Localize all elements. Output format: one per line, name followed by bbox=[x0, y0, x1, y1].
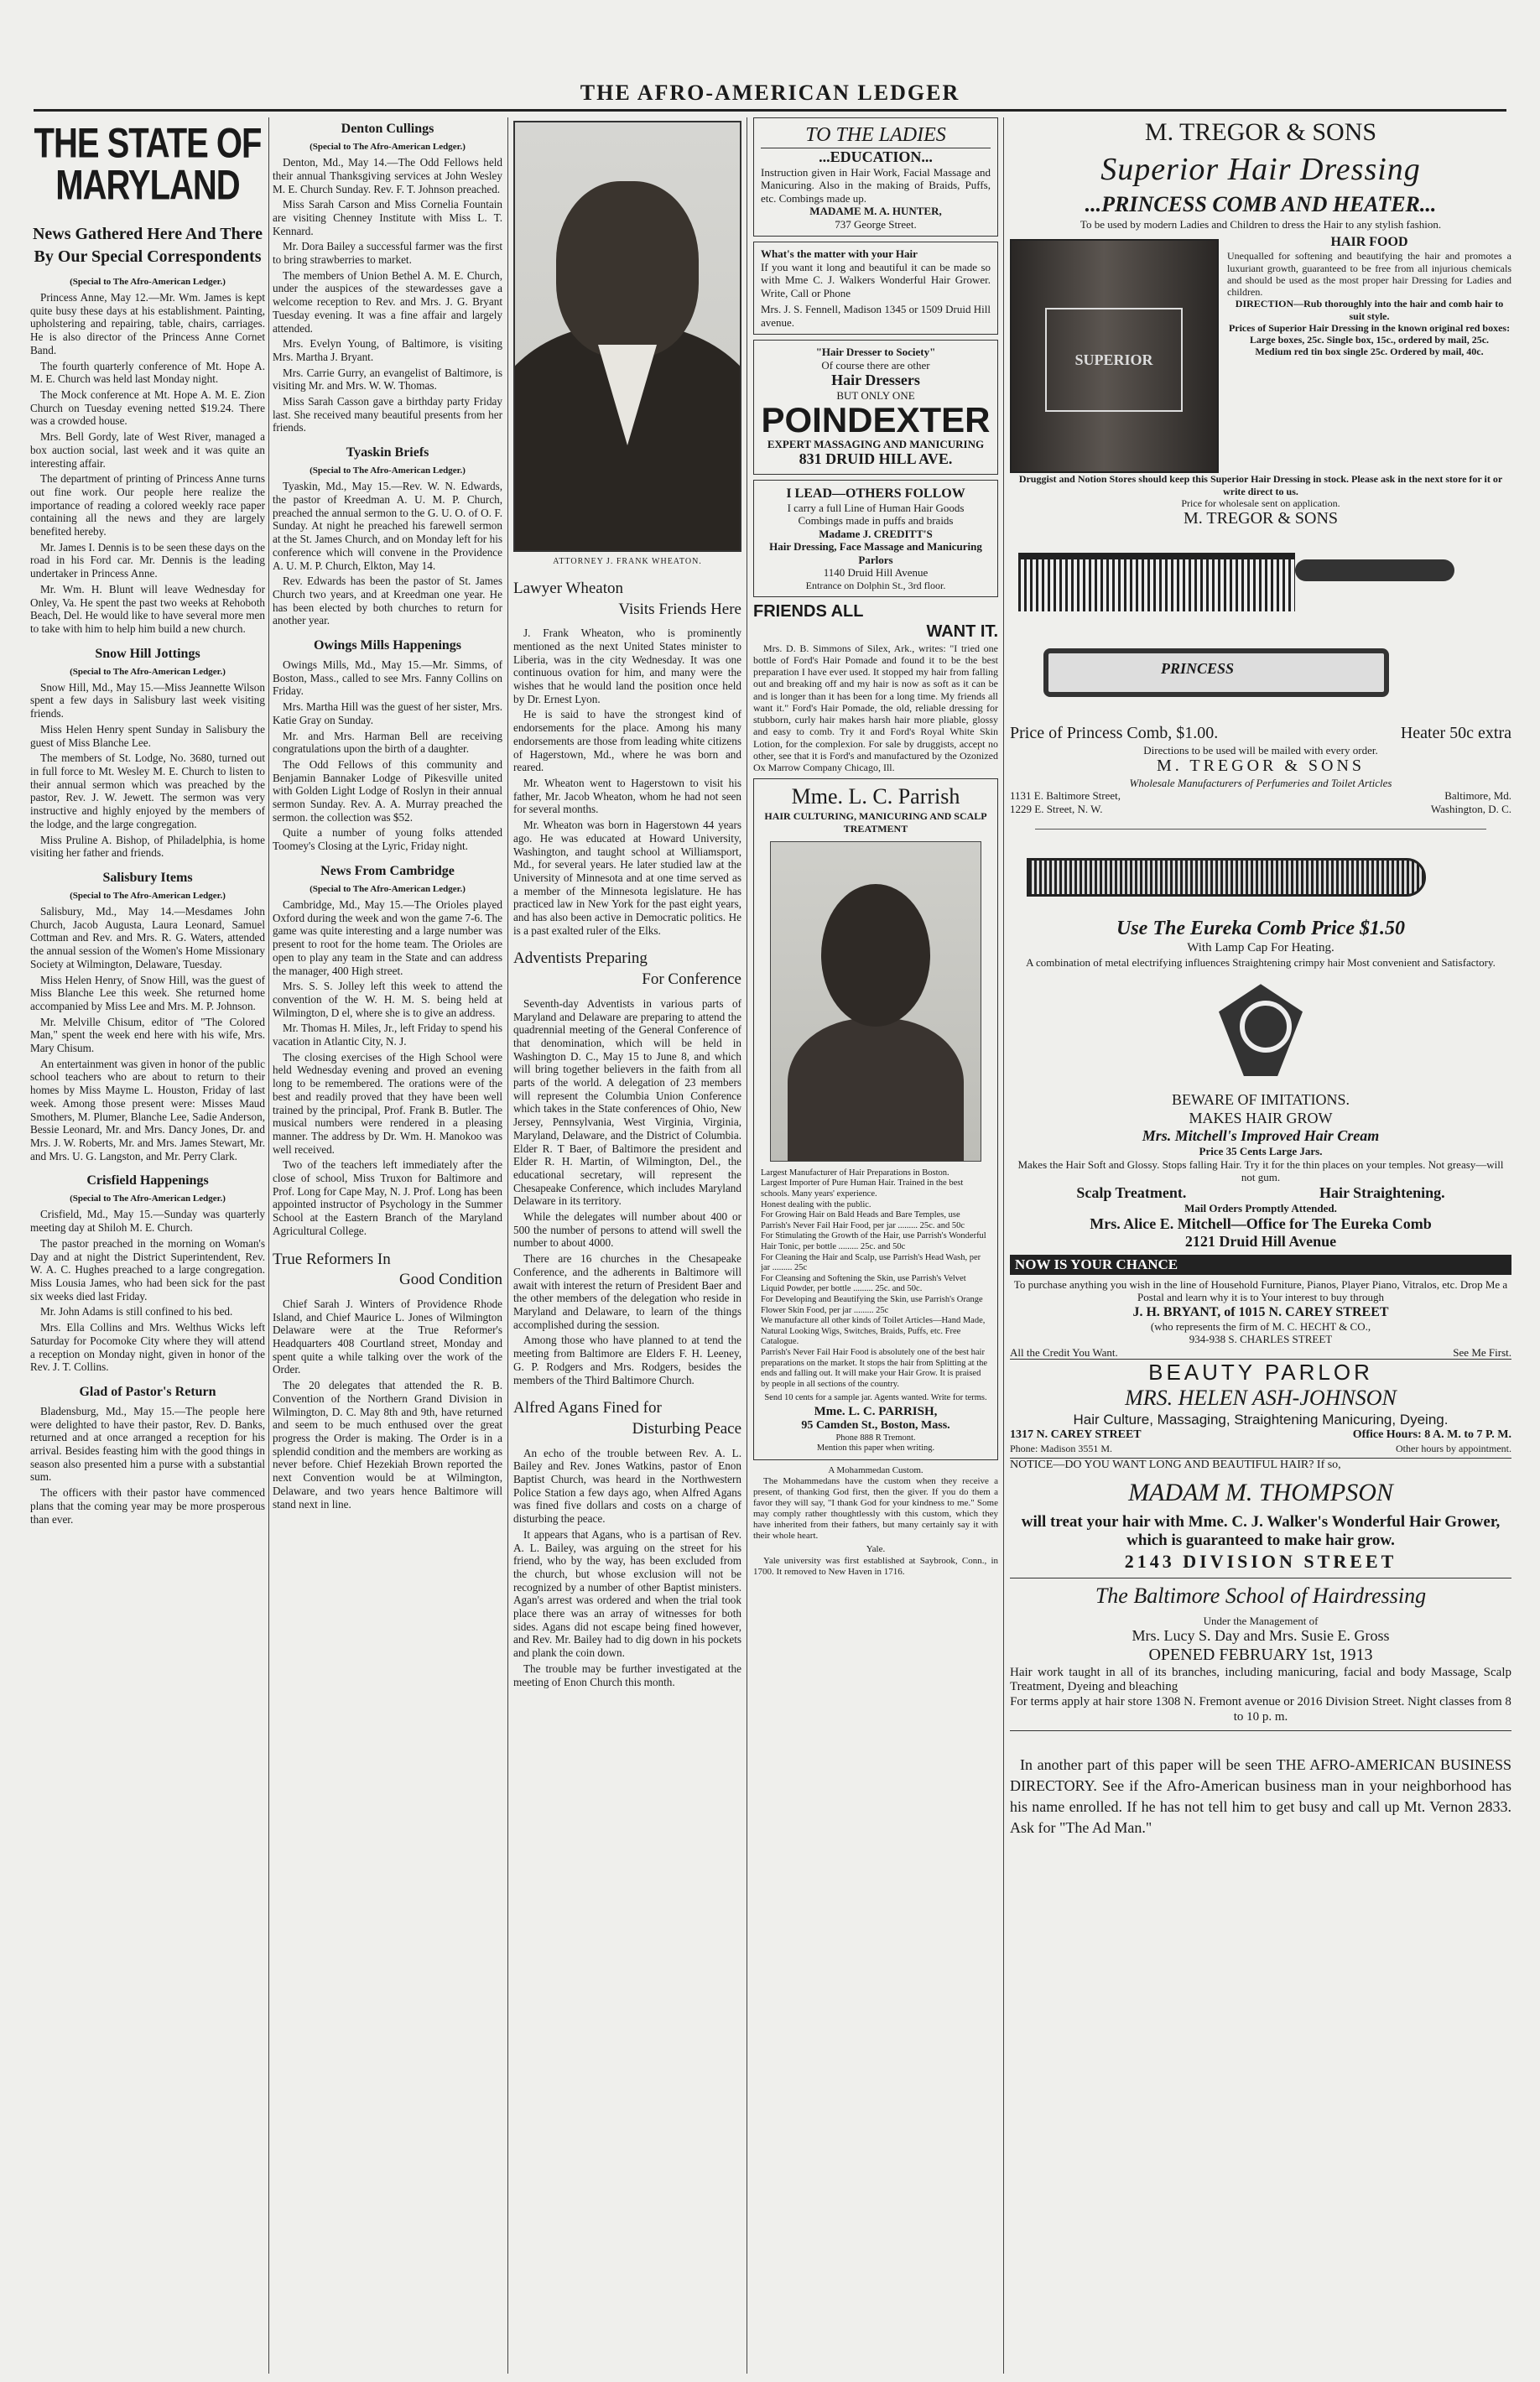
article-paragraph: Mrs. Ella Collins and Mrs. Welthus Wicks left Saturday for Pocomoke City where they will attend a reception on Monday night, given in honor of the Rev. J. T. Collins. bbox=[30, 1321, 265, 1374]
article-paragraph: Mr. Melville Chisum, editor of "The Colored Man," spent the week end here with his wife, Mrs. Mary Chisum. bbox=[30, 1015, 265, 1055]
ad-text: Druggist and Notion Stores should keep this Superior Hair Dressing in stock. Please ask in the next store for it or write direct to us. bbox=[1018, 473, 1503, 497]
article-paragraph: Miss Helen Henry, of Snow Hill, was the guest of Miss Blanche Lee this week. She returned home accompanied by Miss Lee and Mrs. M. P. Johnson. bbox=[30, 973, 265, 1012]
article-paragraph: Mrs. S. S. Jolley left this week to attend the convention of the W. H. M. S. being held at Wilmington, D el, where she is to give an address. bbox=[273, 980, 502, 1019]
ad-text: For terms apply at hair store 1308 N. Fremont avenue or 2016 Division Street. Night classes from 8 to 10 p. m. bbox=[1010, 1695, 1511, 1724]
ad-text: Unequalled for softening and beautifying the hair and promotes a luxuriant growth, guaranteed to be free from all injurious chemicals and should be used as the most proper hair Dressing for Ladies and children. bbox=[1227, 250, 1511, 299]
ad-text: Instruction given in Hair Work, Facial Massage and Manicuring. Also in the making of Braids, Puffs, etc. Combings made up. bbox=[761, 165, 991, 205]
ad-text: "Hair Dresser to Society" bbox=[815, 346, 936, 359]
article-paragraph: Mr. John Adams is still confined to his bed. bbox=[40, 1305, 233, 1318]
ad-text: 934-938 S. CHARLES STREET bbox=[1189, 1333, 1333, 1346]
ad-title: I LEAD—OTHERS FOLLOW bbox=[786, 486, 965, 501]
article-paragraph: Chief Sarah J. Winters of Providence Rhode Island, and Chief Maurice L. Jones of Wilmington Delaware were at the True Reformer's Headquarters 408 Courtland street, Monday and spent quite a while talking over the work of the Order. bbox=[273, 1297, 502, 1376]
heater-label: PRINCESS bbox=[1161, 659, 1235, 677]
ad-text: Price 35 Cents Large Jars. bbox=[1199, 1145, 1323, 1158]
ad-text: For Developing and Beautifying the Skin, use Parrish's Orange Flower Skin Food, per jar ......... 25c bbox=[761, 1295, 983, 1315]
ad-subtitle: ...PRINCESS COMB AND HEATER... bbox=[1085, 191, 1437, 216]
article-paragraph: Cambridge, Md., May 15.—The Orioles played Oxford during the week and won the game 7-6. The game was quite interesting and a large number was present to root for the home team. The Orioles are open to play any team in the State and can address the manager, 400 High street. bbox=[273, 898, 502, 977]
ad-subtitle: HAIR CULTURING, MANICURING AND SCALP TREATMENT bbox=[764, 810, 987, 835]
article-paragraph: Mr. Thomas H. Miles, Jr., left Friday to spend his vacation in Atlantic City, N. J. bbox=[273, 1022, 502, 1048]
ad-text: See Me First. bbox=[1453, 1345, 1511, 1359]
ad-text: 2121 Druid Hill Avenue bbox=[1184, 1233, 1337, 1251]
masthead: THE AFRO-AMERICAN LEDGER bbox=[34, 81, 1506, 112]
article-paragraph: An entertainment was given in honor of the public school teachers who are about to return to their homes by Miss Mayme L. Houston, Friday of last week. Among those present were: Misses Maud Smothers, M. Plumer, Blanche Lee, Sadie Anderson, Bessie Leonard, Mr. and Mrs. Dancy Jones, Dr. and Mrs. J. W. Roberts, Mr. and Mrs. James Stewart, Mr. and Mrs. U. G. Langston, and Mr. Perry Clark. bbox=[30, 1057, 265, 1162]
ad-text: Hair Dressers bbox=[831, 372, 920, 389]
article-paragraph: Rev. Edwards has been the pastor of St. James Church two years, and at Kreedman one year. He has been elected by both churches to return for another year. bbox=[273, 575, 502, 627]
ad-text: Mention this paper when writing. bbox=[816, 1443, 935, 1454]
article-paragraph: The officers with their pastor have commenced plans that the coming year may be more prosperous than ever. bbox=[30, 1486, 265, 1526]
article-headline bbox=[513, 1398, 741, 1439]
photo-caption: ATTORNEY J. FRANK WHEATON. bbox=[553, 557, 702, 566]
ad-text: Price for wholesale sent on application. bbox=[1181, 497, 1340, 509]
ad-title: TO THE LADIES bbox=[761, 123, 991, 148]
portrait-photo bbox=[513, 121, 741, 552]
byline: (Special to The Afro-American Ledger.) bbox=[70, 277, 226, 287]
ad-text: If you want it long and beautiful it can be made so with Mme C. J. Walkers Wonderful Hair Grower. Write, Call or Phone bbox=[761, 260, 991, 299]
ad-text: A combination of metal electrifying influences Straightening crimpy hair Most convenient and Satisfactory. bbox=[1026, 955, 1496, 969]
column-4-ads bbox=[753, 117, 998, 2374]
article-paragraph: The trouble may be further investigated at the meeting of Enon Church this month. bbox=[513, 1662, 741, 1688]
ad-text: 1140 Druid Hill Avenue bbox=[823, 566, 929, 580]
article-paragraph: Salisbury, Md., May 14.—Mesdames John Church, Jacob Augusta, Laura Leonard, Samuel Cottman and Rev. and Mrs. R. G. Waters, attended the annual session of the Women's Home Missionary Society at Wilmington, Delaware, Tuesday. bbox=[30, 905, 265, 970]
ad-text: 2143 DIVISION STREET bbox=[1124, 1550, 1397, 1572]
filler-paragraph: Yale university was first established at Saybrook, Conn., in 1700. It removed to New Haven in 1716. bbox=[753, 1555, 998, 1577]
ad-text: Mrs. D. B. Simmons of Silex, Ark., writes: "I tried one bottle of Ford's Hair Pomade and found it to be the best preparation I have ever used. It stopped my hair from falling out and breaking off and my hair is now as soft as it can be and is longer than it has been for a long time. My friends all want it." Ford's Hair Pomade, the old, reliable dressing for stubborn, curly hair makes harsh hair more pliable, glossy and easy to comb. Try it and Ford's Royal White Skin Lotion, for the complexion. For sale by druggists, accept no other, see that it is Ford's and manufactured by the Ozonized Ox Marrow Company Chicago, Ill. bbox=[753, 642, 998, 774]
ad-text: Hair Straightening. bbox=[1319, 1183, 1445, 1201]
article-paragraph: Princess Anne, May 12.—Mr. Wm. James is kept quite busy these days at his establishment. Painting, upholstering and repairing, table, chairs, carriages. He is also director of the Princess Anne Cornet Band. bbox=[30, 291, 265, 356]
ad-eureka bbox=[1010, 843, 1511, 1251]
article-headline: Salisbury Items bbox=[102, 870, 193, 885]
ad-creditt bbox=[753, 480, 998, 597]
ad-text: Of course there are other bbox=[821, 358, 930, 372]
article-paragraph: The 20 delegates that attended the R. B. Convention of the Northern Grand Division in Wilmington, D. C. May 8th and 9th, have returned and seem to be much enthused over the great progress the Order is making. The Order is in a splendid condition and the members are working as never before. Chief Hezekiah Brown reported the next Convention would be at Wilmington, Delaware, and two years hence Baltimore will stand next in line. bbox=[273, 1379, 502, 1511]
article-paragraph: Mrs. Bell Gordy, late of West River, managed a box auction social, last week and it was quite an interesting affair. bbox=[30, 430, 265, 470]
filler-paragraph: The Mohammedans have the custom when they receive a present, of thanking God first, then the giver. If you do them a favor they will say, "I thank God for your kindness to me." Some may comply rather thoughtlessly with this custom, which they have inherited from their fathers, but many certainly say it with their whole heart. bbox=[753, 1476, 998, 1542]
article-paragraph: The fourth quarterly conference of Mt. Hope A. M. E. Church was held last Monday night. bbox=[30, 359, 265, 386]
column-1 bbox=[30, 117, 265, 2374]
ad-text: Other hours by appointment. bbox=[1396, 1442, 1511, 1454]
article-headline: Snow Hill Jottings bbox=[95, 646, 200, 661]
article-paragraph: Crisfield, Md., May 15.—Sunday was quarterly meeting day at Shiloh M. E. Church. bbox=[30, 1208, 265, 1235]
article-paragraph: Miss Helen Henry spent Sunday in Salisbury the guest of Miss Blanche Lee. bbox=[30, 722, 265, 749]
article-paragraph: Snow Hill, Md., May 15.—Miss Jeannette Wilson spent a few days in Salisbury last week visiting friends. bbox=[30, 680, 265, 720]
ad-text: Directions to be used will be mailed with every order. bbox=[1143, 743, 1378, 757]
ad-text: Combings made in puffs and braids bbox=[798, 514, 954, 528]
ad-text: For Growing Hair on Bald Heads and Bare Temples, use Parrish's Never Fail Hair Food, per jar ......... 25c. and 50c bbox=[761, 1210, 965, 1230]
ad-text: For Cleaning the Hair and Scalp, use Parrish's Head Wash, per jar ......... 25c bbox=[761, 1252, 981, 1273]
headline-line: Visits Friends Here bbox=[618, 600, 741, 618]
ad-text: To purchase anything you wish in the line of Household Furniture, Pianos, Player Piano, Vitralos, etc. Drop Me a Postal and learn why it is to Your interest to buy through bbox=[1013, 1277, 1508, 1304]
article-paragraph: Miss Sarah Casson gave a birthday party Friday last. She received many beautiful presents from her friends. bbox=[273, 395, 502, 434]
column-2 bbox=[273, 117, 502, 2374]
ad-subtitle: ...EDUCATION... bbox=[819, 148, 933, 165]
ad-text: NOTICE—DO YOU WANT LONG AND BEAUTIFUL HAIR? If so, bbox=[1010, 1459, 1341, 1472]
article-paragraph: It appears that Agans, who is a partisan of Rev. A. L. Bailey, was arguing on the street for his friend, who by the way, has been excluded from the church, but whose exclusion will not be recognized by a number of other Baptist ministers. Agan's arrest was ordered and when the trial took place there was an array of witnesses for both sides. Agans did not escape being fined however, and Rev. Mr. Bailey had to dig down in his pockets and plank the coin down. bbox=[513, 1527, 741, 1660]
byline: (Special to The Afro-American Ledger.) bbox=[310, 142, 466, 153]
headline-line: Alfred Agans Fined for bbox=[513, 1399, 662, 1417]
ad-text: 1317 N. CAREY STREET bbox=[1010, 1428, 1142, 1442]
headline-line: Disturbing Peace bbox=[632, 1419, 741, 1438]
byline: (Special to The Afro-American Ledger.) bbox=[70, 890, 226, 901]
ad-text: Hair work taught in all of its branches, including manicuring, facial and body Massage, Scalp Treatment, Dyeing and bleaching bbox=[1010, 1665, 1511, 1694]
ad-title: The Baltimore School of Hairdressing bbox=[1095, 1583, 1427, 1608]
article-paragraph: While the delegates will number about 400 or 500 the number of persons to attend will swell the number to about 4000. bbox=[513, 1210, 741, 1250]
article-paragraph: Mrs. Evelyn Young, of Baltimore, is visiting Mrs. Martha J. Bryant. bbox=[273, 337, 502, 363]
ad-text: HAIR FOOD bbox=[1330, 235, 1408, 250]
article-paragraph: An echo of the trouble between Rev. A. L. Bailey and Rev. Jones Watkins, pastor of Enon Baptist Church, was heard in the Northwestern Police Station a few days ago, when Alfred Agans was fined five dollars and costs on a charge of disturbing the peace. bbox=[513, 1446, 741, 1526]
article-headline: Glad of Pastor's Return bbox=[79, 1384, 216, 1399]
comb-image bbox=[1010, 538, 1511, 615]
article-paragraph: The Odd Fellows of this community and Benjamin Bannaker Lodge of Pikesville united with Golden Light Lodge of Roslyn in their annual sermon Sunday. Rev. A. A. Murray preached the sermon. the collection was $52. bbox=[273, 757, 502, 824]
article-paragraph: Mrs. Carrie Gurry, an evangelist of Baltimore, is visiting Mr. and Mrs. W. W. Thomas. bbox=[273, 366, 502, 393]
ad-text: For Cleansing and Softening the Skin, use Parrish's Velvet Liquid Powder, per bottle ......... 25c. and 50c. bbox=[761, 1273, 966, 1294]
section-subtitle: News Gathered Here And There By Our Special Correspondents bbox=[32, 225, 263, 266]
article-paragraph: The members of St. Lodge, No. 3680, turned out in full force to Mt. Wesley M. E. Church to listen to their annual sermon which was preached by the pastor, Rev. J. W. Jewett. The sermon was very instructive and highly enjoyed by the members of the lodge, and the large congregation. bbox=[30, 752, 265, 830]
business-directory-notice bbox=[1010, 1755, 1511, 1839]
article-paragraph: There are 16 churches in the Chesapeake Conference, and the adherents in Baltimore will await with interest the return of President Baer and the other members of the delegation who reside in Maryland and Delaware, to learn of the things accomplished during the session. bbox=[513, 1252, 741, 1331]
article-headline bbox=[513, 949, 741, 990]
ad-beauty-parlor bbox=[1010, 1360, 1511, 1459]
byline: (Special to The Afro-American Ledger.) bbox=[310, 883, 466, 894]
ad-text: M. TREGOR & SONS bbox=[1156, 757, 1366, 776]
hair-dressing-tin-image: SUPERIOR bbox=[1010, 239, 1219, 473]
ad-text: (who represents the firm of M. C. HECHT & CO., bbox=[1150, 1319, 1371, 1333]
heater-image bbox=[1010, 623, 1511, 715]
ad-text: Mrs. J. S. Fennell, Madison 1345 or 1509 Druid Hill avenue. bbox=[761, 303, 991, 329]
ad-title: POINDEXTER bbox=[761, 399, 991, 439]
article-paragraph: Mr. Wm. H. Blunt will leave Wednesday for Onley, Va. He spent the past two weeks at Rehoboth Beach, Del. He would like to have several more men to take with him to help him build a new church. bbox=[30, 582, 265, 635]
ad-title: Use The Eureka Comb Price $1.50 bbox=[1116, 918, 1405, 940]
ad-text: 1131 E. Baltimore Street, bbox=[1010, 789, 1121, 803]
byline: (Special to The Afro-American Ledger.) bbox=[70, 1194, 226, 1204]
ad-text: MAKES HAIR GROW bbox=[1189, 1109, 1333, 1126]
article-headline: Tyaskin Briefs bbox=[346, 445, 429, 460]
ad-hairdressing-school bbox=[1010, 1584, 1511, 1731]
ad-tregor bbox=[1010, 117, 1511, 815]
ad-text: Largest Manufacturer of Hair Preparations in Boston. bbox=[761, 1168, 949, 1178]
ad-walker-hair bbox=[753, 242, 998, 335]
ad-text: Medium red tin box single 25c. Ordered by mail, 40c. bbox=[1255, 346, 1484, 358]
article-paragraph: The Mock conference at Mt. Hope A. M. E. Zion Church on Tuesday evening netted $19.24. There was a crowded house. bbox=[30, 388, 265, 428]
article-headline: Crisfield Happenings bbox=[86, 1173, 209, 1188]
ad-title: M. TREGOR & SONS bbox=[1144, 118, 1377, 146]
headline-line: Good Condition bbox=[399, 1271, 502, 1289]
ad-text: DIRECTION—Rub thoroughly into the hair and comb hair to suit style. bbox=[1235, 298, 1504, 322]
ad-text: Phone 888 R Tremont. bbox=[835, 1433, 916, 1443]
ad-text: Mail Orders Promptly Attended. bbox=[1184, 1202, 1337, 1215]
ad-text: To be used by modern Ladies and Children to dress the Hair to any stylish fashion. bbox=[1080, 217, 1442, 231]
ad-title: MADAM M. THOMPSON bbox=[1128, 1478, 1393, 1506]
ad-text: Mrs. Alice E. Mitchell—Office for The Eureka Comb bbox=[1090, 1214, 1432, 1232]
ad-text: Office Hours: 8 A. M. to 7 P. M. bbox=[1352, 1428, 1511, 1442]
ad-price: Heater 50c extra bbox=[1400, 723, 1511, 742]
ad-parrish bbox=[753, 778, 998, 1460]
ad-thompson bbox=[1010, 1459, 1511, 1578]
column-3 bbox=[513, 117, 741, 2374]
article-paragraph: He is said to have the strongest kind of endorsements for the place. Among his many endorsements are those from leading white citizens of Hagerstown, Md., where he was born and reared. bbox=[513, 708, 741, 774]
headline-line: For Conference bbox=[642, 970, 741, 989]
ad-text: Entrance on Dolphin St., 3rd floor. bbox=[805, 579, 946, 591]
ad-text: 737 George Street. bbox=[835, 217, 917, 231]
ad-text: 1229 E. Street, N. W. bbox=[1010, 802, 1103, 815]
ad-title: FRIENDS ALL bbox=[753, 601, 864, 621]
ad-bryant bbox=[1010, 1255, 1511, 1360]
byline: (Special to The Afro-American Ledger.) bbox=[310, 465, 466, 476]
ad-title: NOW IS YOUR CHANCE bbox=[1010, 1255, 1511, 1275]
headline-line: Adventists Preparing bbox=[513, 949, 648, 968]
article-paragraph: The closing exercises of the High School were held Wednesday evening and proved an evening long to be remembered. The orations were of the best and readily proved that they have been well trained by the principal, Prof. Frank B. Butler. The musical numbers were rendered in a pleasing manner. The address by Dr. Wm. H. Manokoo was well received. bbox=[273, 1050, 502, 1156]
ad-text: Hair Dressing, Face Massage and Manicuring Parlors bbox=[769, 540, 982, 566]
filler-headline: Yale. bbox=[866, 1544, 886, 1555]
article-paragraph: Mr. Dora Bailey a successful farmer was the first to bring strawberries to market. bbox=[273, 240, 502, 267]
article-headline bbox=[273, 1250, 502, 1291]
ad-title: BEAUTY PARLOR bbox=[1148, 1360, 1373, 1386]
ad-fords-pomade bbox=[753, 602, 998, 774]
ad-text: Parrish's Never Fail Hair Food is absolutely one of the best hair preparations on the market. It stops the hair from Splitting at the ends and falling out. It will make your Hair Grow. It is praised by people in all sections of the country. bbox=[761, 1347, 988, 1389]
ad-text: For Stimulating the Growth of the Hair, use Parrish's Wonderful Hair Tonic, per bottle ......... 25c. and 50c bbox=[761, 1231, 986, 1252]
ad-text: Under the Management of bbox=[1203, 1614, 1319, 1627]
article-headline bbox=[513, 579, 741, 620]
ad-text: I carry a full Line of Human Hair Goods bbox=[787, 501, 965, 514]
article-paragraph: Mr. Wheaton was born in Hagerstown 44 years ago. He was educated at Howard University, Washington, and taught school at Williamsport, Md., for several years. He later studied law at the University of Minnesota and at one time served as a member of the Minnesota legislature. He has practiced law in New York for the past eight years, and has also been active in Democratic politics. He is a past exalted ruler of the Elks. bbox=[513, 819, 741, 937]
article-paragraph: Miss Sarah Carson and Miss Cornelia Fountain are visiting Chenney Institute with Miss L. T. Kennard. bbox=[273, 198, 502, 237]
article-paragraph: Mr. Wheaton went to Hagerstown to visit his father, Mr. Jacob Wheaton, whom he had not seen for several months. bbox=[513, 777, 741, 816]
ad-text: We manufacture all other kinds of Toilet Articles—Hand Made, Natural Looking Wigs, Switches, Braids, Puffs, etc. Free Catalogue. bbox=[761, 1316, 986, 1347]
article-paragraph: Bladensburg, Md., May 15.—The people here were delighted to have their pastor, Rev. D. Banks, returned and at once arranged a reception for his arrival. Besides feasting him with the good things in season also presented him a purse with a substantial sum. bbox=[30, 1404, 265, 1484]
ad-text: 831 DRUID HILL AVE. bbox=[799, 450, 953, 468]
article-headline: Owings Mills Happenings bbox=[313, 638, 462, 653]
article-paragraph: The department of printing of Princess Anne turns out fine work. Our people here realize the importance of reading a colored weekly race paper containing all the news and they are largely benefited hereby. bbox=[30, 472, 265, 538]
ad-text: Mrs. Lucy S. Day and Mrs. Susie E. Gross bbox=[1132, 1627, 1390, 1645]
ad-text: Madame J. CREDITT'S bbox=[819, 527, 933, 540]
ad-text: M. TREGOR & SONS bbox=[1183, 509, 1339, 528]
article-paragraph: Quite a number of young folks attended Toomey's Closing at the Lyric, Friday night. bbox=[273, 826, 502, 853]
ad-text: BEWARE OF IMITATIONS. bbox=[1171, 1091, 1350, 1109]
article-paragraph: Two of the teachers left immediately after the close of school, Miss Truxon for Baltimore and Prof. Long for Cape May, N. J. Prof. Long has been appointed instructor of Psychology in the Summer School at the Eastern Branch of the Maryland Agricultural College. bbox=[273, 1158, 502, 1237]
article-paragraph: Owings Mills, Md., May 15.—Mr. Simms, of Boston, Mass., called to see Mrs. Fanny Collins on Friday. bbox=[273, 658, 502, 698]
ad-text: Large boxes, 25c. Single box, 15c., ordered by mail, 25c. bbox=[1249, 334, 1490, 346]
ad-text: All the Credit You Want. bbox=[1010, 1345, 1118, 1359]
headline-line: Lawyer Wheaton bbox=[513, 579, 624, 597]
ad-text: Phone: Madison 3551 M. bbox=[1010, 1442, 1113, 1454]
article-paragraph: Mrs. Martha Hill was the guest of her sister, Mrs. Katie Gray on Sunday. bbox=[273, 700, 502, 726]
ad-text: Mme. L. C. PARRISH, bbox=[814, 1404, 938, 1418]
ad-title: Mme. L. C. Parrish bbox=[791, 784, 960, 809]
ad-text: EXPERT MASSAGING AND MANICURING bbox=[767, 437, 985, 450]
ad-title: MRS. HELEN ASH-JOHNSON bbox=[1125, 1386, 1397, 1411]
headline-line: True Reformers In bbox=[273, 1250, 391, 1268]
eureka-clip-image bbox=[1194, 975, 1328, 1084]
ad-to-the-ladies bbox=[753, 117, 998, 237]
article-paragraph: Tyaskin, Md., May 15.—Rev. W. N. Edwards, the pastor of Kreedman A. U. M. P. Church, preached the annual sermon to the G. U. O. of O. F. Sunday. At night he preached his farewell sermon at the St. James Church, and on Monday left for his conference which will convene in the Providence A. U. M. P. Church, Elkton, May 14. bbox=[273, 480, 502, 572]
notice-paragraph: In another part of this paper will be seen THE AFRO-AMERICAN BUSINESS DIRECTORY. See if the Afro-American business man in your neighborhood has his name enrolled. If he has not tell him to get busy and call up Mt. Vernon 2833. Ask for "The Ad Man." bbox=[1010, 1755, 1511, 1837]
ad-text: Prices of Superior Hair Dressing in the known original red boxes: bbox=[1228, 321, 1511, 334]
article-paragraph: The pastor preached in the morning on Woman's Day and at night the District Superintendent, Rev. W. A. C. Hughes preached to a large congregation. Miss Lousia James, who had been sick for the past six weeks died last Friday. bbox=[30, 1236, 265, 1303]
filler-headline: A Mohammedan Custom. bbox=[828, 1464, 923, 1475]
ad-text: Wholesale Manufacturers of Perfumeries and Toilet Articles bbox=[1129, 776, 1392, 789]
eureka-comb-image bbox=[1010, 843, 1511, 910]
ad-title: What's the matter with your Hair bbox=[761, 247, 918, 261]
ad-text: Baltimore, Md. bbox=[1444, 789, 1511, 803]
article-paragraph: J. Frank Wheaton, who is prominently mentioned as the next United States minister to Liberia, was in the city Wednesday. It was one continuous ovation for him, and many were the wishes that he would land the position once held by Dr. Ernest Lyon. bbox=[513, 627, 741, 705]
ad-text: Honest dealing with the public. bbox=[761, 1199, 871, 1209]
ad-text: Mrs. Mitchell's Improved Hair Cream bbox=[1142, 1127, 1380, 1145]
section-title: THE STATE OF MARYLAND bbox=[34, 120, 262, 209]
article-paragraph: Miss Pruline A. Bishop, of Philadelphia, is home visiting her father and friends. bbox=[30, 833, 265, 860]
article-paragraph: Mr. James I. Dennis is to be seen these days on the road in his Ford car. Mr. Dennis is the leading undertaker in Princess Anne. bbox=[30, 540, 265, 580]
ad-text: 95 Camden St., Boston, Mass. bbox=[801, 1418, 950, 1432]
column-5-ads bbox=[1010, 117, 1511, 2374]
ad-text: will treat your hair with Mme. C. J. Walker's Wonderful Hair Grower, which is guaranteed to make hair grow. bbox=[1021, 1512, 1501, 1550]
ad-title: Superior Hair Dressing bbox=[1100, 151, 1421, 187]
ad-text: OPENED FEBRUARY 1st, 1913 bbox=[1148, 1645, 1373, 1664]
ad-text: Makes the Hair Soft and Glossy. Stops falling Hair. Try it for the thin places on your temples. Not greasy—will not gum. bbox=[1017, 1157, 1504, 1184]
article-paragraph: Denton, Md., May 14.—The Odd Fellows held their annual Thanksgiving services at John Wesley M. E. Church Sunday. Rev. F. T. Johnson preached. bbox=[273, 156, 502, 195]
ad-poindexter bbox=[753, 340, 998, 475]
ad-text: Send 10 cents for a sample jar. Agents wanted. Write for terms. bbox=[764, 1393, 987, 1403]
ad-text: BUT ONLY ONE bbox=[836, 389, 915, 403]
byline: (Special to The Afro-American Ledger.) bbox=[70, 666, 226, 677]
ad-text: Largest Importer of Pure Human Hair. Trained in the best schools. Many years' experience. bbox=[761, 1178, 964, 1199]
ad-text: J. H. BRYANT, of 1015 N. CAREY STREET bbox=[1132, 1304, 1389, 1319]
ad-text: Hair Culture, Massaging, Straightening Manicuring, Dyeing. bbox=[1073, 1412, 1449, 1428]
article-headline: News From Cambridge bbox=[320, 863, 455, 878]
ad-text: With Lamp Cap For Heating. bbox=[1187, 940, 1334, 954]
article-paragraph: The members of Union Bethel A. M. E. Church, under the auspices of the stewardesses gave a welcome reception to Rev. and Mrs. J. G. Bryant Tuesday evening. It was a fine affair and largely attended. bbox=[273, 268, 502, 335]
ad-price: Price of Princess Comb, $1.00. bbox=[1010, 723, 1219, 742]
ad-text: Washington, D. C. bbox=[1430, 802, 1511, 815]
article-paragraph: Among those who have planned to at tend the meeting from Baltimore are Elders F. H. Leeney, G. P. Rodgers and Mrs. Rodgers, besides the members of the Third Baltimore Church. bbox=[513, 1334, 741, 1386]
article-headline: Denton Cullings bbox=[341, 122, 434, 136]
portrait-photo bbox=[770, 841, 981, 1162]
ad-title: WANT IT. bbox=[926, 622, 998, 641]
ad-text: Scalp Treatment. bbox=[1076, 1183, 1187, 1201]
article-paragraph: Mr. and Mrs. Harman Bell are receiving congratulations upon the birth of a daughter. bbox=[273, 729, 502, 756]
article-paragraph: Seventh-day Adventists in various parts of Maryland and Delaware are preparing to attend the quadrennial meeting of the General Conference of that denomination, which will be held in Washington D. C., May 15 to June 8, and which will bring together believers in the faith from all parts of the world. A delegation of 23 members will represent the Columbia Union Conference which takes in the State conferences of Ohio, New Jersey, Pennsylvania, West Virginia, Virginia, Maryland, Delaware, and the District of Columbia. Elder R. T Baer, of Baltimore the president and Elder R. H. Martin, of Wilmington, Del., the educational secretary, will represent the Chesapeake Conference, which includes Maryland Delaware in its territory. bbox=[513, 996, 741, 1208]
ad-text: MADAME M. A. HUNTER, bbox=[809, 205, 942, 218]
